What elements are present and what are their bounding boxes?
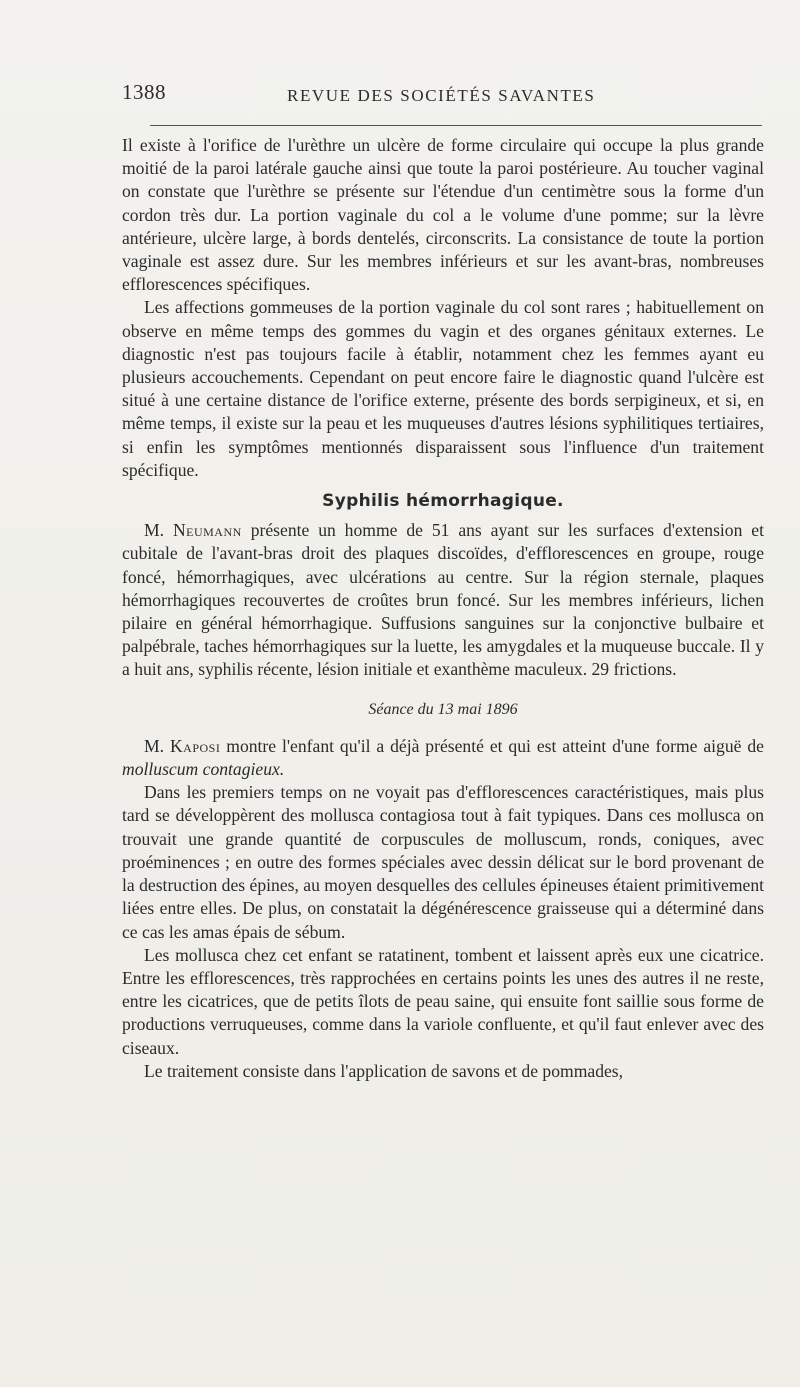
p4-text: montre l'enfant qu'il a déjà présenté et qui est atteint d'une forme aiguë de (220, 735, 764, 756)
paragraph-7: Le traitement consiste dans l'application de savons et de pommades, (144, 1060, 624, 1081)
paragraph-6: Les mollusca chez cet enfant se ratatinent, tombent et laissent après eux une cicatrice. Entre les efflorescences, très rapprochées en certains points les unes des autres il ne reste, entre les cicatrices, que de petits îlots de peau saine, qui ensuite font saillie sous forme de productions verruqueuses, comme dans la variole confluente, et qu'il faut enlever avec des ciseaux. (122, 944, 764, 1058)
p4-prefix: M. (144, 735, 170, 756)
paragraph-3 (122, 519, 764, 681)
running-title: REVUE DES SOCIÉTÉS SAVANTES (287, 86, 596, 105)
paragraph-2: Les affections gommeuses de la portion vaginale du col sont rares ; habituellement on observe en même temps des gommes du vagin et des organes génitaux externes. Le diagnostic n'est pas toujours facile à établir, notamment chez les femmes ayant eu plusieurs accouchements. Cependant on peut encore faire le diagnostic quand l'ulcère est situé à une certaine distance de l'orifice externe, présente des bords serpigineux, et si, en même temps, il existe sur la peau et les muqueuses d'autres lésions syphilitiques tertiaires, si enfin les symptômes mentionnés disparaissent sous l'influence d'un traitement spécifique. (122, 297, 764, 480)
page-header (122, 80, 762, 110)
section-title: Syphilis hémorrhagique. (322, 491, 564, 512)
session-date: Séance du 13 mai 1896 (368, 700, 518, 718)
paragraph-1: Il existe à l'orifice de l'urèthre un ulcère de forme circulaire qui occupe la plus grande moitié de la paroi latérale gauche ainsi que toute la paroi postérieure. Au toucher vaginal on constate que l'urèthre se présente sur l'étendue d'un centimètre sous la forme d'un cordon très dur. La portion vaginale du col a le volume d'une pomme; sur la lèvre antérieure, ulcère large, à bords dentelés, circonscrits. La consistance de toute la portion vaginale est assez dure. Sur les membres inférieurs et sur les avant-bras, nombreuses efflorescences spécifiques. (122, 135, 764, 295)
author-name-kaposi: Kaposi (169, 735, 221, 756)
paragraph-5: Dans les premiers temps on ne voyait pas d'efflorescences caractéristiques, mais plus tard se développèrent des mollusca contagiosa tout à fait typiques. Dans ces mollusca on trouvait une grande quantité de corpuscules de molluscum, ronds, coniques, avec proéminences ; en outre des formes spéciales avec dessin délicat sur le bord provenant de la destruction des épines, au moyen desquelles des cellules épineuses étaient primitivement liées entre elles. De plus, on constatait la dégénérescence graisseuse qui a déterminé dans ce cas les amas épais de sébum. (122, 782, 764, 942)
article-body (122, 134, 764, 1083)
header-rule (150, 125, 762, 126)
p4-italic-term: molluscum contagieux. (122, 759, 285, 780)
p3-text: présente un homme de 51 ans ayant sur les surfaces d'extension et cubitale de l'avant-bras droit des plaques discoïdes, d'efflorescences en groupe, rouge foncé, hémorrhagiques, avec ulcérations au centre. Sur la région sternale, plaques hémorrhagiques recouvertes de croûtes brun foncé. Sur les membres inférieurs, lichen pilaire en général hémorrhagique. Suffusions sanguines sur la conjonctive bulbaire et palpébrale, taches hémorrhagiques sur la luette, les amygdales et la muqueuse buccale. Il y a huit ans, syphilis récente, lésion initiale et exanthème maculeux. 29 frictions. (122, 520, 764, 680)
author-name-neumann: Neumann (172, 520, 242, 541)
page-number: 1388 (122, 80, 166, 104)
paragraph-4 (122, 735, 764, 781)
p3-prefix: M. (144, 520, 173, 541)
